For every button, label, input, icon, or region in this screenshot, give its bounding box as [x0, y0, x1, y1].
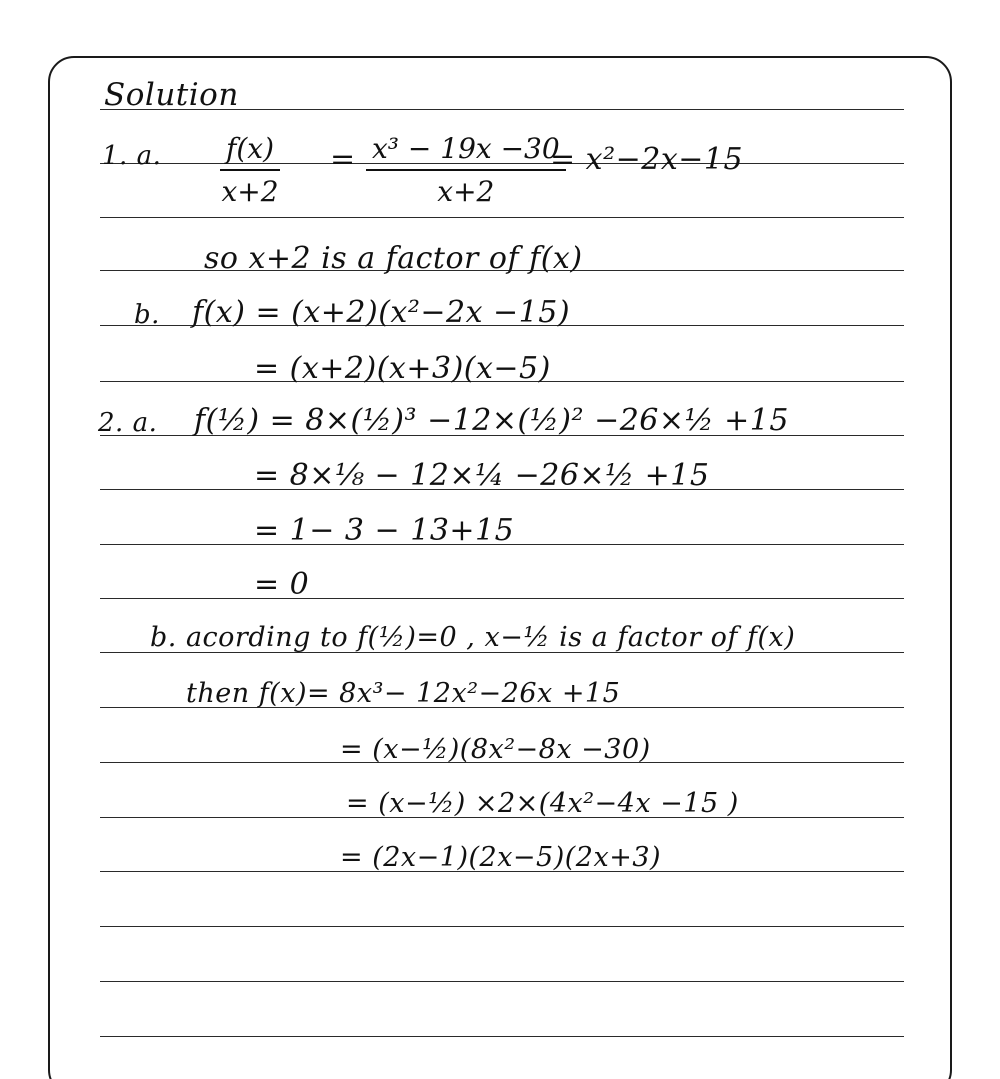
ruled-line [100, 981, 904, 982]
fraction-denominator: x+2 [221, 175, 279, 208]
q1-equals-sign: = [330, 142, 356, 177]
ruled-line [100, 598, 904, 599]
q2-a-label: 2. a. [98, 408, 158, 438]
q1-b-line-2: = (x+2)(x+3)(x−5) [254, 351, 551, 386]
q1-fraction-polynomial-over-x-plus-2 [366, 132, 566, 208]
solution-title: Solution [104, 77, 239, 113]
q1-a-label: 1. a. [102, 141, 162, 171]
q2-b-line-5: = (2x−1)(2x−5)(2x+3) [340, 842, 662, 873]
ruled-line [100, 217, 904, 218]
ruled-line [100, 1036, 904, 1037]
q2-b-line-3: = (x−½)(8x²−8x −30) [340, 734, 651, 765]
q2-a-line-2: = 8×⅛ − 12×¼ −26×½ +15 [254, 458, 710, 493]
fraction-denominator: x+2 [437, 175, 495, 208]
q1-conclusion: so x+2 is a factor of f(x) [204, 241, 583, 276]
q2-a-line-3: = 1− 3 − 13+15 [254, 513, 515, 548]
fraction-numerator: x³ − 19x −30 [366, 132, 566, 171]
q2-b-line-4: = (x−½) ×2×(4x²−4x −15 ) [346, 788, 739, 819]
q2-b-line-2: then f(x)= 8x³− 12x²−26x +15 [186, 678, 621, 709]
q1-b-label: b. [134, 300, 160, 330]
q2-a-line-1: f(½) = 8×(½)³ −12×(½)² −26×½ +15 [194, 403, 789, 438]
q1-quotient-result: = x²−2x−15 [550, 142, 744, 177]
q2-a-line-4: = 0 [254, 567, 310, 602]
ruled-line [100, 926, 904, 927]
fraction-numerator: f(x) [220, 132, 280, 171]
q1-fraction-fx-over-x-plus-2 [220, 132, 280, 208]
q2-b-line-1: b. acording to f(½)=0 , x−½ is a factor of f(x) [150, 622, 796, 653]
q1-b-line-1: f(x) = (x+2)(x²−2x −15) [192, 295, 571, 330]
